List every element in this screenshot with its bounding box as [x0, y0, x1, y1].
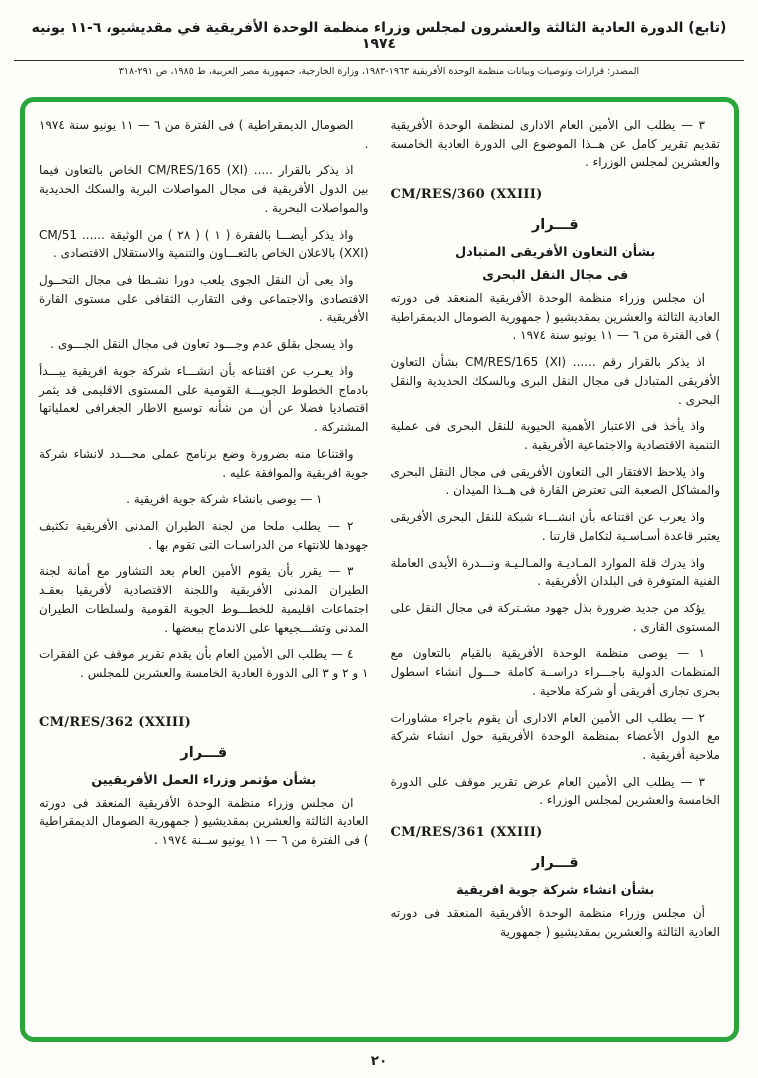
paragraph: واذ يسجل بقلق عدم وجـــود تعاون فى مجال النقل الجـــوى .: [50, 337, 354, 352]
paragraph: اذ يذكر بالقرار ..... CM/RES/165 (XI) الخاص بالتعاون فيما بين الدول الأفريقية فى مجال المواصلات البرية والسكك الحديدية والمواصلات البحرية .: [39, 163, 369, 215]
paragraph: ١ — يوصى منظمة الوحدة الأفريقية بالقيام بالتعاون مع المنظمات الدولية باجـــراء دراســة كاملة حـــول انشاء اسطول بحرى تجارى أفريقى أو شركة ملاحية .: [390, 646, 720, 698]
content-frame: [20, 97, 739, 1042]
paragraph: واذ يلاحظ الافتقار الى التعاون الأفريقى فى مجال النقل البحرى والمشاكل الصعبة التى تعترض القارة فى هــذا الميدان .: [390, 464, 720, 498]
resolution-code: CM/RES/362 (XXIII): [39, 714, 192, 730]
paragraph: واذ يدرك قلة الموارد المـاديـة والمـالـيـة ونـــدرة الأيدى العاملة الفنية المتوفرة فى البلدان الأفريقية .: [390, 555, 720, 589]
resolution-code: CM/RES/361 (XXIII): [390, 825, 543, 841]
paragraph: واقتناعا منه بضرورة وضع برنامج عملى محـــدد لانشاء شركة جوية افريقية والموافقة عليه .: [39, 446, 369, 480]
paragraph: أن مجلس وزراء منظمة الوحدة الأفريقية المنعقد فى دورته العادية الثالثة والعشرين بمقديشيو ( جمهورية: [390, 906, 720, 939]
page-title: (تابع) الدورة العادية الثالثة والعشرون لمجلس وزراء منظمة الوحدة الأفريقية في مقديشيو، ٦-١١ يونيه ١٩٧٤: [14, 20, 744, 61]
resolution-code: CM/RES/360 (XXIII): [390, 187, 543, 203]
paragraph: واذ يعرب عن اقتناعه بأن انشـــاء شبكة للنقل البحرى الأفريقى يعتبر قاعدة أسـاسـية لتكامل قارتنا .: [390, 510, 720, 543]
paragraph: ٣ — يقرر بأن يقوم الأمين العام بعد التشاور مع أمانة لجنة الطيران المدنى الأفريقية واللجنة الاقتصادية لأفريقيا بعقـد اجتماعات اقليمية للخطـــوط الجوية القومية ولسلطات الطيران المدنى وتشـــجيعها على الاندماج ببعضها .: [39, 564, 369, 635]
paragraph: يؤكد من جديد ضرورة بذل جهود مشـتركة فى مجال النقل على المستوى القارى .: [390, 601, 720, 634]
paragraph: ٢ — يطلب ملحا من لجنة الطيران المدنى الأفريقية تكثيف جهودها للانتهاء من الدراسـات التى تقوم بها .: [39, 518, 369, 552]
paragraph: ٤ — يطلب الى الأمين العام بأن يقدم تقرير موقف عن الفقرات ١ و ٢ و ٣ الى الدورة العادية الخامسة والعشرين للمجلس .: [39, 647, 369, 680]
column-left: [39, 116, 369, 1029]
resolution-subtitle: بشأن التعاون الأفريقى المتبادل: [455, 245, 656, 261]
page-header: [0, 20, 758, 61]
resolution-title: قـــرار: [180, 744, 228, 761]
page-number: ٢٠: [370, 1053, 388, 1069]
two-column-layout: [39, 116, 720, 1029]
paragraph: واذ يعى أن النقل الجوى يلعب دورا نشـطا فى مجال التحــول الاقتصادى والاجتماعى وفى التقارب الثقافى على مستوى القارة الأفريقية .: [39, 273, 369, 325]
resolution-title: قـــرار: [531, 217, 579, 234]
paragraph: ٣ — يطلب الى الأمين العام عرض تقرير موقف على الدورة الخامسة والعشرين لمجلس الوزراء .: [390, 774, 720, 808]
paragraph: اذ يذكر بالقرار رقم ...... CM/RES/165 (XI) بشأن التعاون الأفريقى المتبادل فى مجال النقل البرى وبالسكك الحديدية والنقل البحرى .: [390, 355, 720, 407]
paragraph: ان مجلس وزراء منظمة الوحدة الأفريقية المنعقد فى دورته العادية الثالثة والعشرين بمقديشيو ( جمهورية الصومال الديمقراطية ) فى الفترة من ٦ — ١١ يونيو ســنة ١٩٧٤ .: [39, 795, 369, 847]
resolution-subtitle: بشأن انشاء شركة جوية افريقية: [456, 883, 655, 899]
column-right: [391, 116, 721, 1029]
paragraph: ٢ — يطلب الى الأمين العام الادارى أن يقوم باجراء مشاورات مع الدول الأعضاء بمنظمة الوحدة الأفريقية حول انشاء شركة ملاحية أفريقية .: [390, 710, 720, 763]
resolution-title: قـــرار: [531, 855, 579, 872]
resolution-subtitle: بشأن مؤتمر وزراء العمل الأفريقيين: [91, 772, 317, 788]
paragraph: ان مجلس وزراء منظمة الوحدة الأفريقية المنعقد فى دورته العادية الثالثة والعشرين بمقديشيو ( جمهورية الصومال الديمقراطية ) فى الفترة من ٦ — ١١ يونيو سنة ١٩٧٤ .: [390, 290, 720, 343]
source-line: المصدر: قرارات وتوصيات وبيانات منظمة الوحدة الأفريقية ١٩٦٣-١٩٨٣، وزارة الخارجية، جمهورية مصر العربية، ط ١٩٨٥، ص ٢٩١-٣١٨: [118, 66, 640, 77]
paragraph: واذ يذكر أيضـــا بالفقرة ( ١ ) ( ٢٨ ) من الوثيقة ...... CM/51 (XXI) بالاعلان الخاص بالتعـــاون والتنمية والاستقلال الاقتصادى .: [39, 227, 369, 261]
paragraph: الصومال الديمقراطية ) فى الفترة من ٦ — ١١ يونيو سنة ١٩٧٤ .: [39, 118, 369, 151]
resolution-subtitle: فى مجال النقل البحرى: [482, 267, 629, 283]
paragraph: واذ يعـرب عن اقتناعه بأن انشـــاء شركة جوية افريقية يبـــدأ بادماج الخطوط الجويـــة القومية على المستوى الاقليمى قد يثمر اقتصاديا فضلا عن أن من شأنه توسيع الاطار الجغرافى لعملياتها المشتركة .: [39, 363, 369, 435]
paragraph: ٣ — يطلب الى الأمين العام الادارى لمنظمة الوحدة الأفريقية تقديم تقرير كامل عن هــذا الموضوع الى الدورة العادية الخامسة والعشرين لمجلس الوزراء .: [390, 118, 720, 170]
paragraph: واذ يأخذ فى الاعتبار الأهمية الحيوية للنقل البحرى فى عملية التنمية الاقتصادية والاجتماعية الأفريقية .: [390, 419, 720, 452]
numbered-item: ١ — يوصى بانشاء شركة جوية افريقية .: [126, 492, 323, 507]
